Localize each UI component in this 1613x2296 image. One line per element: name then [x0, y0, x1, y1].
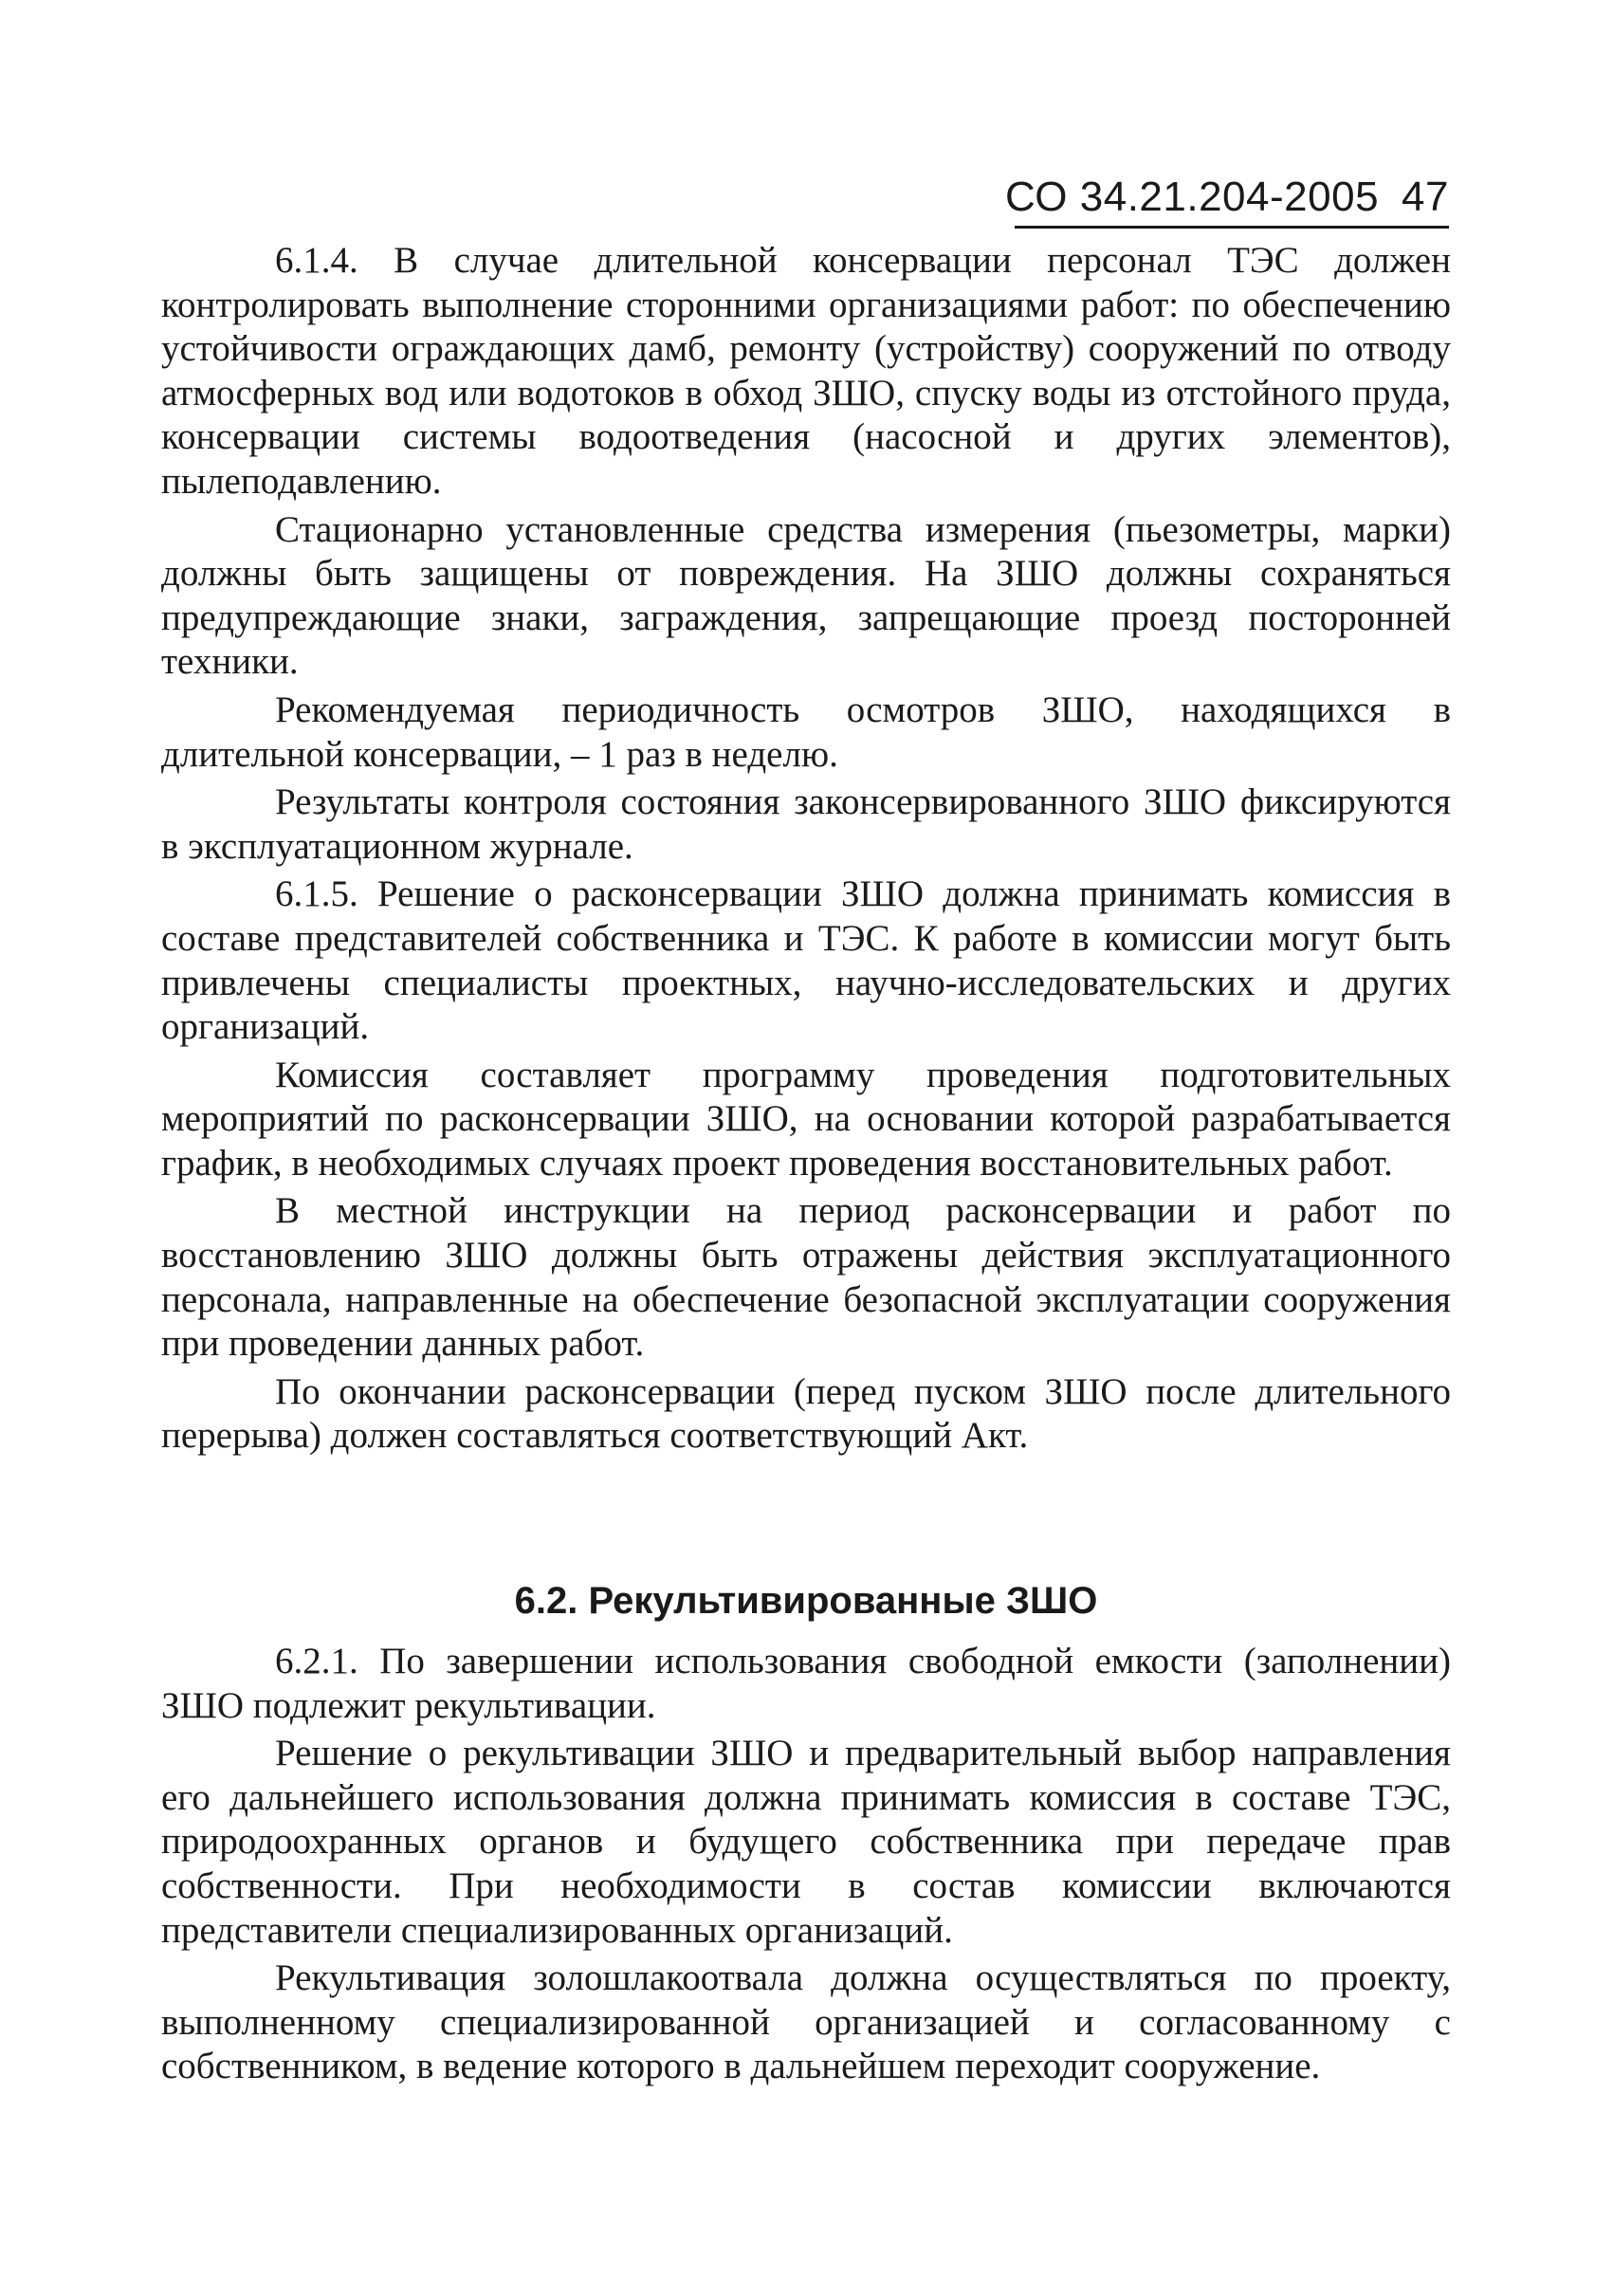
paragraph: 6.1.5. Решение о расконсервации ЗШО должна принимать комиссия в составе представителей собственника и ТЭС. К работе в комиссии могут быть привлечены специалисты проектных, научно-исследовательских и других организаций. [161, 873, 1451, 1048]
paragraph: 6.2.1. По завершении использования свободной емкости (заполнении) ЗШО подлежит рекультивации. [161, 1641, 1451, 1726]
paragraph: Рекомендуемая периодичность осмотров ЗШО, находящихся в длительной консервации, – 1 раз в неделю. [161, 689, 1451, 775]
page-number: 47 [1402, 174, 1449, 220]
paragraph: Рекультивация золошлакоотвала должна осуществляться по проекту, выполненному специализированной организацией и согласованному с собственником, в ведение которого в дальнейшем переходит сооружение. [161, 1957, 1451, 2087]
body-text-section-6-2 [161, 1640, 1451, 2093]
paragraph: 6.1.4. В случае длительной консервации персонал ТЭС должен контролировать выполнение сторонними организациями работ: по обеспечению устойчивости ограждающих дамб, ремонту (устройству) сооружений по отводу атмосферных вод или водотоков в обход ЗШО, спуску воды из отстойного пруда, консервации системы водоотведения (насосной и других элементов), пылеподавлению. [161, 240, 1451, 502]
page-header [1005, 171, 1447, 224]
body-text-section-6-1 [161, 239, 1451, 1462]
paragraph: Комиссия составляет программу проведения подготовительных мероприятий по расконсервации ЗШО, на основании которой разрабатывается график, в необходимых случаях проект проведения восстановительных работ. [161, 1054, 1451, 1184]
paragraph: По окончании расконсервации (перед пуском ЗШО после длительного перерыва) должен составляться соответствующий Акт. [161, 1370, 1451, 1457]
paragraph: Результаты контроля состояния законсервированного ЗШО фиксируются в эксплуатационном журнале. [161, 781, 1451, 867]
paragraph: Решение о рекультивации ЗШО и предварительный выбор направления его дальнейшего использования должна принимать комиссия в составе ТЭС, природоохранных органов и будущего собственника при передаче прав собственности. При необходимости в состав комиссии включаются представители специализированных организаций. [161, 1733, 1451, 1951]
document-code: СО 34.21.204-2005 [1005, 174, 1380, 220]
paragraph: В местной инструкции на период расконсервации и работ по восстановлению ЗШО должны быть отражены действия эксплуатационного персонала, направленные на обеспечение безопасной эксплуатации сооружения при проведении данных работ. [161, 1190, 1451, 1365]
section-heading: 6.2. Рекультивированные ЗШО [514, 1580, 1098, 1622]
paragraph: Стационарно установленные средства измерения (пьезометры, марки) должны быть защищены от повреждения. На ЗШО должны сохраняться предупреждающие знаки, заграждения, запрещающие проезд посторонней техники. [161, 508, 1451, 683]
header-rule [1015, 226, 1449, 229]
